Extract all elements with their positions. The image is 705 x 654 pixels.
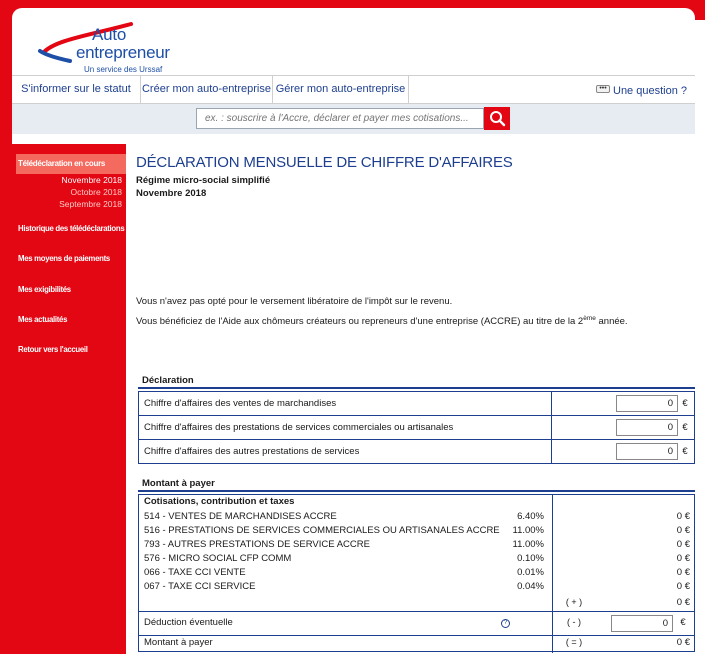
line-amount: 0 € — [676, 525, 690, 536]
line-label: 576 - MICRO SOCIAL CFP COMM — [144, 553, 292, 564]
euro-unit: € — [682, 398, 688, 410]
sidebar-item-home[interactable]: Retour vers l'accueil — [18, 345, 88, 354]
line-rate: 11.00% — [512, 525, 544, 536]
total-row — [138, 636, 695, 652]
deduction-label: Déduction éventuelle — [144, 617, 233, 628]
sidebar-item-exigibilites[interactable]: Mes exigibilités — [18, 285, 71, 294]
line-rate: 0.10% — [517, 553, 544, 564]
search-input[interactable] — [196, 108, 484, 129]
deduction-operator: ( - ) — [567, 617, 581, 627]
deduction-input[interactable]: 0 — [611, 615, 673, 632]
euro-unit: € — [682, 422, 688, 434]
sidebar-item-current-declaration[interactable]: Télédéclaration en cours — [16, 154, 126, 174]
help-link[interactable] — [596, 76, 687, 103]
page-container — [12, 8, 695, 654]
sidebar-month-october[interactable]: Octobre 2018 — [70, 187, 122, 197]
line-rate: 0.04% — [517, 581, 544, 592]
line-rate: 0.01% — [517, 567, 544, 578]
decl-label: Chiffre d'affaires des prestations de services commerciales ou artisanales — [139, 416, 552, 440]
subtotal-amount: 0 € — [676, 597, 690, 608]
auto-entrepreneur-logo[interactable] — [36, 18, 170, 78]
regime-label: Régime micro-social simplifié — [136, 175, 271, 186]
line-amount: 0 € — [676, 567, 690, 578]
search-bar — [12, 104, 695, 134]
line-label: 793 - AUTRES PRESTATIONS DE SERVICE ACCRE — [144, 539, 370, 550]
dots-icon: ••• — [596, 85, 610, 93]
sidebar-item-news[interactable]: Mes actualités — [18, 315, 68, 324]
total-amount: 0 € — [676, 637, 690, 648]
line-amount: 0 € — [676, 581, 690, 592]
list-item — [144, 567, 544, 578]
list-item — [144, 511, 544, 522]
column-divider — [552, 612, 553, 635]
line-label: 067 - TAXE CCI SERVICE — [144, 581, 256, 592]
list-item — [144, 525, 544, 536]
table-row — [139, 416, 695, 440]
deduction-row — [138, 612, 695, 636]
list-item — [144, 539, 544, 550]
main-nav — [12, 75, 695, 104]
sidebar-item-history[interactable]: Historique des télédéclarations — [18, 224, 125, 233]
logo-text-auto: Auto — [92, 25, 127, 44]
column-divider — [552, 636, 553, 651]
payment-subheading: Cotisations, contribution et taxes — [144, 496, 295, 507]
info-versement: Vous n'avez pas opté pour le versement libératoire de l'impôt sur le revenu. — [136, 296, 453, 307]
total-label: Montant à payer — [144, 637, 213, 648]
list-item — [144, 553, 544, 564]
logo-subtitle: Un service des Urssaf — [84, 65, 163, 74]
line-label: 066 - TAXE CCI VENTE — [144, 567, 246, 578]
page-title: DÉCLARATION MENSUELLE DE CHIFFRE D'AFFAIRES — [136, 154, 513, 171]
help-icon[interactable]: ? — [501, 619, 510, 628]
search-button[interactable] — [484, 107, 510, 130]
left-red-band — [0, 0, 12, 654]
line-amount: 0 € — [676, 511, 690, 522]
nav-item-gerer[interactable]: Gérer mon auto-entreprise — [273, 76, 409, 103]
info-accre-end: année. — [595, 316, 628, 328]
decl-label: Chiffre d'affaires des autres prestations de services — [139, 440, 552, 464]
euro-unit: € — [682, 446, 688, 458]
payment-heading: Montant à payer — [138, 478, 695, 492]
line-label: 516 - PRESTATIONS DE SERVICES COMMERCIALES OU ARTISANALES ACCRE — [144, 525, 500, 536]
line-rate: 6.40% — [517, 511, 544, 522]
sidebar-month-september[interactable]: Septembre 2018 — [59, 199, 122, 209]
line-amount: 0 € — [676, 539, 690, 550]
ca-autres-services-input[interactable]: 0 — [616, 443, 678, 460]
subtotal-operator: ( + ) — [565, 597, 583, 607]
list-item — [144, 581, 544, 592]
declaration-table — [138, 391, 695, 464]
euro-unit: € — [680, 617, 686, 628]
logo-text-entrepreneur: entrepreneur — [76, 43, 170, 62]
sidebar-item-payment-methods[interactable]: Mes moyens de paiements — [18, 254, 110, 263]
info-accre — [136, 315, 628, 327]
declaration-heading: Déclaration — [138, 375, 695, 389]
line-amount: 0 € — [676, 553, 690, 564]
sidebar — [12, 144, 126, 654]
total-operator: ( = ) — [565, 637, 583, 647]
line-label: 514 - VENTES DE MARCHANDISES ACCRE — [144, 511, 337, 522]
table-row — [139, 440, 695, 464]
payment-box — [138, 494, 695, 612]
line-rate: 11.00% — [512, 539, 544, 550]
period-label: Novembre 2018 — [136, 188, 207, 199]
ca-marchandises-input[interactable]: 0 — [616, 395, 678, 412]
table-row — [139, 392, 695, 416]
info-accre-sup: ème — [583, 315, 596, 322]
decl-label: Chiffre d'affaires des ventes de marchandises — [139, 392, 552, 416]
search-icon — [484, 107, 510, 130]
sidebar-month-november[interactable]: Novembre 2018 — [61, 175, 122, 185]
nav-item-informer[interactable]: S'informer sur le statut — [12, 76, 141, 103]
ca-services-commerciales-input[interactable]: 0 — [616, 419, 678, 436]
info-accre-text: Vous bénéficiez de l'Aide aux chômeurs créateurs ou repreneurs d'une entreprise (ACCRE) au titre de la 2 — [136, 316, 584, 328]
help-label: Une question ? — [613, 85, 687, 97]
nav-item-creer[interactable]: Créer mon auto-entreprise — [141, 76, 273, 103]
